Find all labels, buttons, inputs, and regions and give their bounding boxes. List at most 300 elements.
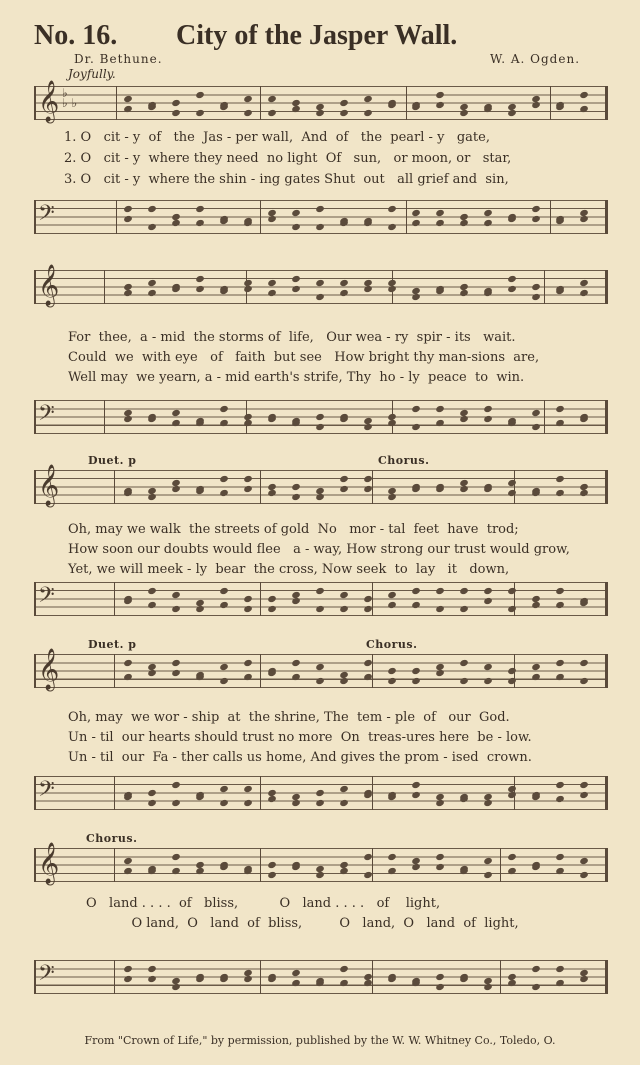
notehead-icon: [579, 871, 589, 879]
verse-line: Could we with eye of faith but see How bright thy man-sions are,: [68, 350, 540, 365]
notehead-icon: [507, 979, 517, 987]
notehead-icon: [195, 605, 205, 613]
notehead-icon: [483, 105, 493, 113]
notehead-icon: [411, 209, 421, 217]
notehead-icon: [147, 223, 157, 231]
notehead-icon: [483, 857, 493, 865]
notehead-icon: [459, 415, 469, 423]
notehead-icon: [267, 415, 277, 423]
notehead-icon: [531, 409, 541, 417]
notehead-icon: [555, 867, 565, 875]
notehead-icon: [147, 601, 157, 609]
notehead-icon: [195, 275, 205, 283]
composer-credit: W. A. Ogden.: [490, 52, 581, 66]
notehead-icon: [315, 423, 325, 431]
notehead-icon: [315, 293, 325, 301]
notehead-icon: [459, 109, 469, 117]
notehead-icon: [459, 867, 469, 875]
notehead-icon: [147, 669, 157, 677]
notehead-icon: [531, 101, 541, 109]
notehead-icon: [555, 489, 565, 497]
notehead-icon: [555, 853, 565, 861]
notehead-icon: [411, 863, 421, 871]
notehead-icon: [339, 485, 349, 493]
notehead-icon: [483, 597, 493, 605]
notehead-icon: [291, 673, 301, 681]
notehead-icon: [147, 587, 157, 595]
notehead-icon: [315, 493, 325, 501]
notehead-icon: [411, 677, 421, 685]
notehead-icon: [435, 419, 445, 427]
notehead-icon: [435, 219, 445, 227]
notehead-icon: [315, 663, 325, 671]
notehead-icon: [171, 109, 181, 117]
notehead-icon: [291, 209, 301, 217]
bass-clef-icon: 𝄢: [38, 961, 55, 991]
treble-staff-4: [34, 649, 608, 690]
notehead-icon: [459, 289, 469, 297]
notehead-icon: [507, 587, 517, 595]
notehead-icon: [507, 215, 517, 223]
tempo-marking: Joyfully.: [68, 67, 116, 81]
chorus-line: O land, O land of bliss, O land, O land of light,: [86, 916, 519, 931]
notehead-icon: [363, 219, 373, 227]
notehead-icon: [291, 799, 301, 807]
notehead-icon: [579, 781, 589, 789]
notehead-icon: [531, 673, 541, 681]
treble-clef-icon: 𝄞: [38, 465, 60, 506]
verse-line: Oh, may we wor - ship at the shrine, The tem - ple of our God.: [68, 710, 510, 725]
notehead-icon: [435, 101, 445, 109]
notehead-icon: [555, 673, 565, 681]
notehead-icon: [483, 983, 493, 991]
verse-line: 3. O cit - y where the shin - ing gates Shut out all grief and sin,: [64, 172, 509, 187]
notehead-icon: [363, 95, 373, 103]
notehead-icon: [483, 415, 493, 423]
notehead-icon: [315, 587, 325, 595]
notehead-icon: [315, 205, 325, 213]
notehead-icon: [195, 673, 205, 681]
notehead-icon: [459, 485, 469, 493]
notehead-icon: [243, 285, 253, 293]
notehead-icon: [555, 601, 565, 609]
notehead-icon: [195, 285, 205, 293]
notehead-icon: [171, 409, 181, 417]
notehead-icon: [579, 791, 589, 799]
notehead-icon: [243, 799, 253, 807]
notehead-icon: [219, 799, 229, 807]
chorus-label: Chorus.: [86, 832, 138, 845]
bass-clef-icon: 𝄢: [38, 201, 55, 231]
bass-staff-4: [34, 776, 608, 810]
notehead-icon: [555, 405, 565, 413]
notehead-icon: [459, 659, 469, 667]
notehead-icon: [243, 95, 253, 103]
notehead-icon: [411, 293, 421, 301]
notehead-icon: [531, 293, 541, 301]
notehead-icon: [243, 659, 253, 667]
notehead-icon: [267, 861, 277, 869]
notehead-icon: [339, 965, 349, 973]
notehead-icon: [435, 605, 445, 613]
notehead-icon: [267, 975, 277, 983]
notehead-icon: [411, 667, 421, 675]
notehead-icon: [147, 965, 157, 973]
notehead-icon: [315, 799, 325, 807]
notehead-icon: [459, 605, 469, 613]
notehead-icon: [387, 101, 397, 109]
notehead-icon: [435, 973, 445, 981]
notehead-icon: [219, 663, 229, 671]
notehead-icon: [267, 489, 277, 497]
notehead-icon: [507, 275, 517, 283]
notehead-icon: [195, 205, 205, 213]
notehead-icon: [555, 795, 565, 803]
notehead-icon: [171, 867, 181, 875]
notehead-icon: [579, 857, 589, 865]
notehead-icon: [363, 109, 373, 117]
notehead-icon: [219, 587, 229, 595]
notehead-icon: [219, 677, 229, 685]
notehead-icon: [483, 485, 493, 493]
notehead-icon: [531, 283, 541, 291]
notehead-icon: [531, 601, 541, 609]
notehead-icon: [411, 405, 421, 413]
lyricist-credit: Dr. Bethune.: [74, 52, 163, 66]
notehead-icon: [435, 91, 445, 99]
treble-clef-icon: 𝄞: [38, 265, 60, 306]
notehead-icon: [195, 91, 205, 99]
notehead-icon: [315, 677, 325, 685]
notehead-icon: [291, 597, 301, 605]
notehead-icon: [435, 863, 445, 871]
notehead-icon: [291, 285, 301, 293]
notehead-icon: [531, 205, 541, 213]
notehead-icon: [435, 209, 445, 217]
notehead-icon: [555, 781, 565, 789]
chorus-label: Chorus.: [378, 454, 430, 467]
notehead-icon: [483, 209, 493, 217]
notehead-icon: [267, 595, 277, 603]
notehead-icon: [243, 109, 253, 117]
notehead-icon: [243, 219, 253, 227]
notehead-icon: [483, 289, 493, 297]
notehead-icon: [579, 975, 589, 983]
notehead-icon: [483, 405, 493, 413]
notehead-icon: [555, 419, 565, 427]
notehead-icon: [411, 979, 421, 987]
notehead-icon: [459, 587, 469, 595]
notehead-icon: [387, 493, 397, 501]
notehead-icon: [459, 795, 469, 803]
treble-clef-icon: 𝄞: [38, 649, 60, 690]
notehead-icon: [531, 965, 541, 973]
notehead-icon: [411, 781, 421, 789]
notehead-icon: [555, 979, 565, 987]
notehead-icon: [483, 663, 493, 671]
notehead-icon: [579, 289, 589, 297]
notehead-icon: [315, 413, 325, 421]
notehead-icon: [411, 791, 421, 799]
notehead-icon: [243, 485, 253, 493]
notehead-icon: [219, 419, 229, 427]
notehead-icon: [507, 853, 517, 861]
notehead-icon: [291, 105, 301, 113]
notehead-icon: [171, 605, 181, 613]
notehead-icon: [171, 219, 181, 227]
notehead-icon: [315, 605, 325, 613]
notehead-icon: [267, 95, 277, 103]
notehead-icon: [507, 791, 517, 799]
notehead-icon: [243, 475, 253, 483]
notehead-icon: [147, 867, 157, 875]
notehead-icon: [123, 215, 133, 223]
notehead-icon: [147, 289, 157, 297]
notehead-icon: [171, 99, 181, 107]
notehead-icon: [243, 867, 253, 875]
notehead-icon: [435, 799, 445, 807]
notehead-icon: [123, 597, 133, 605]
notehead-icon: [219, 475, 229, 483]
notehead-icon: [387, 677, 397, 685]
hymn-title: City of the Jasper Wall.: [176, 20, 458, 51]
notehead-icon: [435, 983, 445, 991]
notehead-icon: [339, 279, 349, 287]
verse-line: For thee, a - mid the storms of life, Our wea - ry spir - its wait.: [68, 330, 516, 345]
notehead-icon: [123, 867, 133, 875]
notehead-icon: [147, 415, 157, 423]
duet-label: Duet. p: [88, 454, 137, 467]
notehead-icon: [123, 673, 133, 681]
notehead-icon: [339, 99, 349, 107]
notehead-icon: [267, 871, 277, 879]
notehead-icon: [195, 219, 205, 227]
notehead-icon: [387, 867, 397, 875]
notehead-icon: [123, 975, 133, 983]
notehead-icon: [579, 489, 589, 497]
notehead-icon: [579, 105, 589, 113]
notehead-icon: [363, 423, 373, 431]
notehead-icon: [435, 669, 445, 677]
notehead-icon: [267, 109, 277, 117]
bass-clef-icon: 𝄢: [38, 401, 55, 431]
verse-line: How soon our doubts would flee a - way, How strong our trust would grow,: [68, 542, 570, 557]
notehead-icon: [387, 975, 397, 983]
bass-staff-5: [34, 960, 608, 994]
notehead-icon: [171, 485, 181, 493]
hymn-number: No. 16.: [34, 20, 118, 51]
notehead-icon: [291, 979, 301, 987]
notehead-icon: [459, 219, 469, 227]
notehead-icon: [315, 789, 325, 797]
notehead-icon: [387, 601, 397, 609]
verse-line: Un - til our hearts should trust no more On treas-ures here be - low.: [68, 730, 532, 745]
notehead-icon: [123, 659, 133, 667]
notehead-icon: [219, 863, 229, 871]
notehead-icon: [531, 489, 541, 497]
notehead-icon: [339, 979, 349, 987]
notehead-icon: [339, 475, 349, 483]
verse-line: 1. O cit - y of the Jas - per wall, And of the pearl - y gate,: [64, 130, 490, 145]
notehead-icon: [411, 423, 421, 431]
notehead-icon: [219, 489, 229, 497]
notehead-icon: [147, 493, 157, 501]
notehead-icon: [387, 223, 397, 231]
notehead-icon: [243, 785, 253, 793]
notehead-icon: [315, 871, 325, 879]
bass-staff-2: [34, 400, 608, 434]
bass-staff-3: [34, 582, 608, 616]
notehead-icon: [387, 667, 397, 675]
notehead-icon: [339, 289, 349, 297]
notehead-icon: [315, 109, 325, 117]
notehead-icon: [555, 659, 565, 667]
notehead-icon: [411, 601, 421, 609]
notehead-icon: [147, 789, 157, 797]
notehead-icon: [123, 415, 133, 423]
notehead-icon: [507, 285, 517, 293]
notehead-icon: [507, 867, 517, 875]
notehead-icon: [243, 595, 253, 603]
notehead-icon: [555, 475, 565, 483]
notehead-icon: [291, 419, 301, 427]
notehead-icon: [123, 95, 133, 103]
notehead-icon: [339, 785, 349, 793]
notehead-icon: [435, 853, 445, 861]
treble-staff-5: [34, 843, 608, 884]
notehead-icon: [267, 289, 277, 297]
chorus-label: Chorus.: [366, 638, 418, 651]
notehead-icon: [267, 795, 277, 803]
notehead-icon: [339, 109, 349, 117]
notehead-icon: [219, 405, 229, 413]
notehead-icon: [555, 587, 565, 595]
notehead-icon: [579, 659, 589, 667]
notehead-icon: [123, 289, 133, 297]
notehead-icon: [387, 591, 397, 599]
duet-label: Duet. p: [88, 638, 137, 651]
notehead-icon: [315, 979, 325, 987]
notehead-icon: [267, 669, 277, 677]
notehead-icon: [459, 975, 469, 983]
notehead-icon: [171, 799, 181, 807]
notehead-icon: [507, 479, 517, 487]
notehead-icon: [579, 279, 589, 287]
notehead-icon: [339, 799, 349, 807]
verse-line: Un - til our Fa - ther calls us home, And gives the prom - ised crown.: [68, 750, 532, 765]
notehead-icon: [195, 419, 205, 427]
key-signature-icon: ♭ ♭ ♭: [62, 86, 78, 110]
notehead-icon: [171, 659, 181, 667]
verse-line: 2. O cit - y where they need no light Of sun, or moon, or star,: [64, 151, 512, 166]
notehead-icon: [219, 975, 229, 983]
notehead-icon: [267, 605, 277, 613]
notehead-icon: [339, 219, 349, 227]
notehead-icon: [339, 591, 349, 599]
verse-line: Yet, we will meek - ly bear the cross, Now seek to lay it down,: [68, 562, 510, 577]
notehead-icon: [339, 415, 349, 423]
notehead-icon: [507, 109, 517, 117]
notehead-icon: [507, 489, 517, 497]
verse-line: Oh, may we walk the streets of gold No mor - tal feet have trod;: [68, 522, 519, 537]
notehead-icon: [507, 677, 517, 685]
notehead-icon: [507, 605, 517, 613]
notehead-icon: [459, 677, 469, 685]
notehead-icon: [195, 867, 205, 875]
treble-staff-1: [34, 81, 608, 122]
notehead-icon: [291, 275, 301, 283]
notehead-icon: [339, 605, 349, 613]
notehead-icon: [195, 109, 205, 117]
notehead-icon: [219, 785, 229, 793]
notehead-icon: [147, 205, 157, 213]
bass-clef-icon: 𝄢: [38, 583, 55, 613]
notehead-icon: [411, 219, 421, 227]
notehead-icon: [291, 969, 301, 977]
notehead-icon: [387, 419, 397, 427]
notehead-icon: [483, 219, 493, 227]
treble-clef-icon: 𝄞: [38, 843, 60, 884]
notehead-icon: [291, 659, 301, 667]
notehead-icon: [123, 105, 133, 113]
notehead-icon: [243, 673, 253, 681]
notehead-icon: [531, 423, 541, 431]
notehead-icon: [243, 605, 253, 613]
notehead-icon: [579, 91, 589, 99]
treble-clef-icon: 𝄞: [38, 81, 60, 122]
notehead-icon: [171, 781, 181, 789]
notehead-icon: [123, 965, 133, 973]
notehead-icon: [483, 799, 493, 807]
publisher-footer: From "Crown of Life," by permission, published by the W. W. Whitney Co., Toledo, O.: [84, 1034, 556, 1047]
notehead-icon: [147, 279, 157, 287]
notehead-icon: [531, 863, 541, 871]
notehead-icon: [171, 591, 181, 599]
notehead-icon: [219, 601, 229, 609]
chorus-line: O land . . . . of bliss, O land . . . . of light,: [86, 896, 441, 911]
notehead-icon: [291, 493, 301, 501]
notehead-icon: [339, 677, 349, 685]
notehead-icon: [243, 419, 253, 427]
notehead-icon: [315, 223, 325, 231]
treble-staff-2: [34, 265, 608, 306]
notehead-icon: [435, 587, 445, 595]
notehead-icon: [411, 485, 421, 493]
notehead-icon: [483, 677, 493, 685]
notehead-icon: [411, 587, 421, 595]
verse-line: Well may we yearn, a - mid earth's strife, Thy ho - ly peace to win.: [68, 370, 525, 385]
notehead-icon: [171, 419, 181, 427]
notehead-icon: [363, 285, 373, 293]
notehead-icon: [483, 871, 493, 879]
notehead-icon: [435, 485, 445, 493]
notehead-icon: [291, 483, 301, 491]
notehead-icon: [555, 965, 565, 973]
notehead-icon: [267, 279, 277, 287]
notehead-icon: [531, 983, 541, 991]
notehead-icon: [339, 867, 349, 875]
notehead-icon: [579, 215, 589, 223]
notehead-icon: [171, 285, 181, 293]
notehead-icon: [171, 669, 181, 677]
notehead-icon: [291, 223, 301, 231]
treble-staff-3: [34, 465, 608, 506]
notehead-icon: [315, 279, 325, 287]
notehead-icon: [435, 405, 445, 413]
notehead-icon: [171, 853, 181, 861]
notehead-icon: [387, 285, 397, 293]
notehead-icon: [531, 215, 541, 223]
